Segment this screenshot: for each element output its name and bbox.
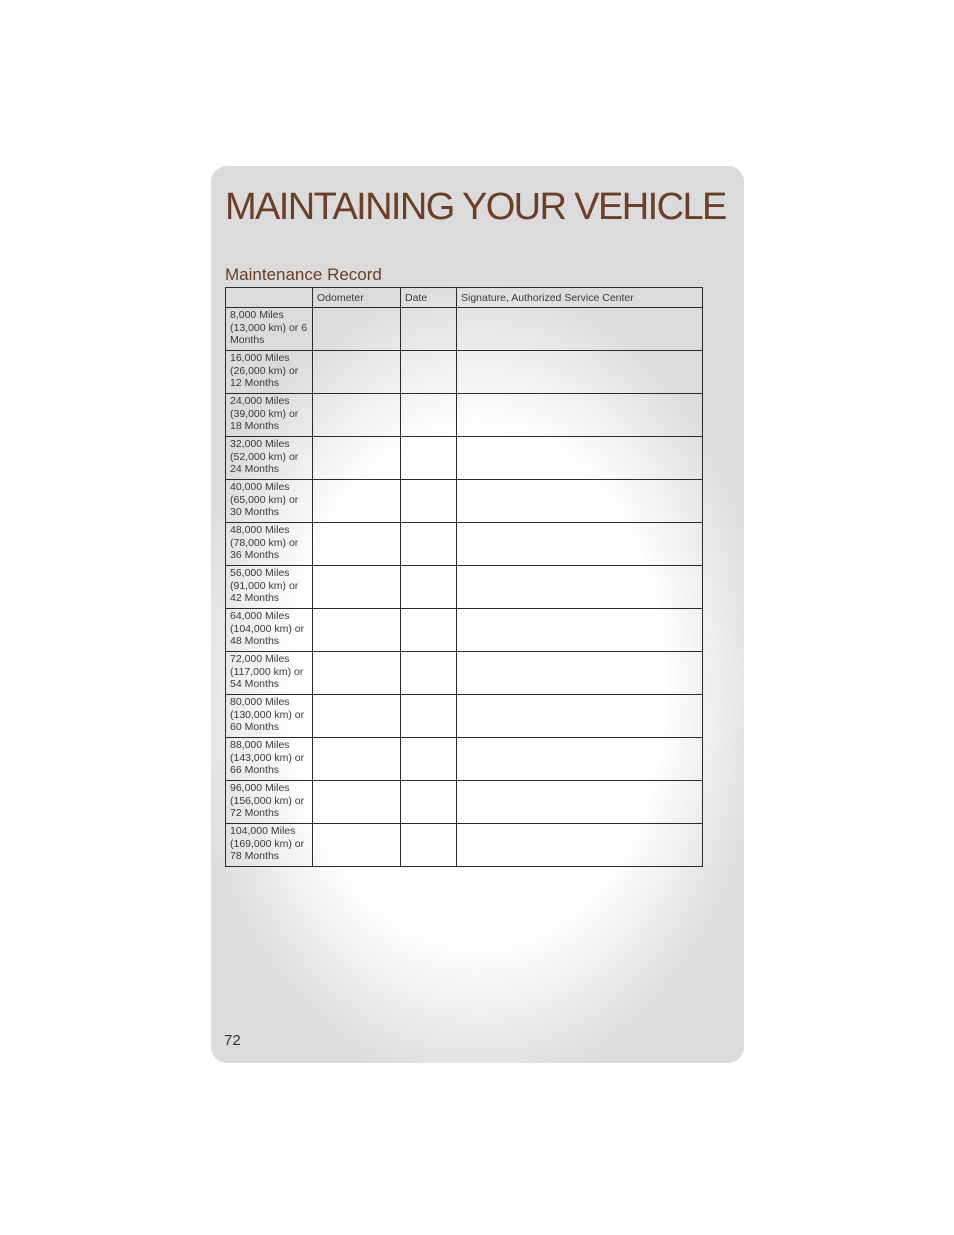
service-interval-cell: 24,000 Miles (39,000 km) or 18 Months (226, 394, 313, 437)
service-interval-cell: 8,000 Miles (13,000 km) or 6 Months (226, 308, 313, 351)
date-entry-cell (401, 394, 457, 437)
service-interval-cell: 32,000 Miles (52,000 km) or 24 Months (226, 437, 313, 480)
date-entry-cell (401, 609, 457, 652)
odometer-entry-cell (313, 523, 401, 566)
service-interval-cell: 48,000 Miles (78,000 km) or 36 Months (226, 523, 313, 566)
header-signature: Signature, Authorized Service Center (457, 288, 703, 308)
date-entry-cell (401, 480, 457, 523)
signature-entry-cell (457, 609, 703, 652)
page-title: MAINTAINING YOUR VEHICLE (225, 186, 726, 228)
odometer-entry-cell (313, 738, 401, 781)
service-interval-cell: 64,000 Miles (104,000 km) or 48 Months (226, 609, 313, 652)
date-entry-cell (401, 695, 457, 738)
table-row (226, 566, 703, 609)
table-row (226, 437, 703, 480)
signature-entry-cell (457, 652, 703, 695)
service-interval-cell: 88,000 Miles (143,000 km) or 66 Months (226, 738, 313, 781)
signature-entry-cell (457, 695, 703, 738)
odometer-entry-cell (313, 652, 401, 695)
table-body (226, 308, 703, 867)
odometer-entry-cell (313, 781, 401, 824)
signature-entry-cell (457, 566, 703, 609)
date-entry-cell (401, 523, 457, 566)
signature-entry-cell (457, 738, 703, 781)
service-interval-cell: 96,000 Miles (156,000 km) or 72 Months (226, 781, 313, 824)
table-header-row (226, 288, 703, 308)
date-entry-cell (401, 652, 457, 695)
odometer-entry-cell (313, 480, 401, 523)
content-panel (211, 166, 744, 1063)
service-interval-cell: 80,000 Miles (130,000 km) or 60 Months (226, 695, 313, 738)
signature-entry-cell (457, 781, 703, 824)
header-date: Date (401, 288, 457, 308)
table-row (226, 652, 703, 695)
table-row (226, 480, 703, 523)
table-row (226, 781, 703, 824)
table-row (226, 351, 703, 394)
service-interval-cell: 16,000 Miles (26,000 km) or 12 Months (226, 351, 313, 394)
date-entry-cell (401, 738, 457, 781)
table-row (226, 824, 703, 867)
service-interval-cell: 72,000 Miles (117,000 km) or 54 Months (226, 652, 313, 695)
table-row (226, 695, 703, 738)
odometer-entry-cell (313, 566, 401, 609)
odometer-entry-cell (313, 437, 401, 480)
odometer-entry-cell (313, 824, 401, 867)
odometer-entry-cell (313, 351, 401, 394)
date-entry-cell (401, 437, 457, 480)
service-interval-cell: 40,000 Miles (65,000 km) or 30 Months (226, 480, 313, 523)
date-entry-cell (401, 308, 457, 351)
table-row (226, 394, 703, 437)
odometer-entry-cell (313, 308, 401, 351)
table-row (226, 308, 703, 351)
service-interval-cell: 56,000 Miles (91,000 km) or 42 Months (226, 566, 313, 609)
header-interval (226, 288, 313, 308)
table-row (226, 738, 703, 781)
signature-entry-cell (457, 308, 703, 351)
odometer-entry-cell (313, 695, 401, 738)
odometer-entry-cell (313, 394, 401, 437)
service-interval-cell: 104,000 Miles (169,000 km) or 78 Months (226, 824, 313, 867)
signature-entry-cell (457, 480, 703, 523)
date-entry-cell (401, 781, 457, 824)
date-entry-cell (401, 566, 457, 609)
date-entry-cell (401, 824, 457, 867)
date-entry-cell (401, 351, 457, 394)
signature-entry-cell (457, 523, 703, 566)
signature-entry-cell (457, 394, 703, 437)
table-row (226, 523, 703, 566)
signature-entry-cell (457, 351, 703, 394)
signature-entry-cell (457, 824, 703, 867)
table-row (226, 609, 703, 652)
maintenance-record-table (225, 287, 703, 867)
odometer-entry-cell (313, 609, 401, 652)
section-title: Maintenance Record (225, 265, 382, 284)
header-odometer: Odometer (313, 288, 401, 308)
page-number: 72 (224, 1032, 241, 1049)
signature-entry-cell (457, 437, 703, 480)
